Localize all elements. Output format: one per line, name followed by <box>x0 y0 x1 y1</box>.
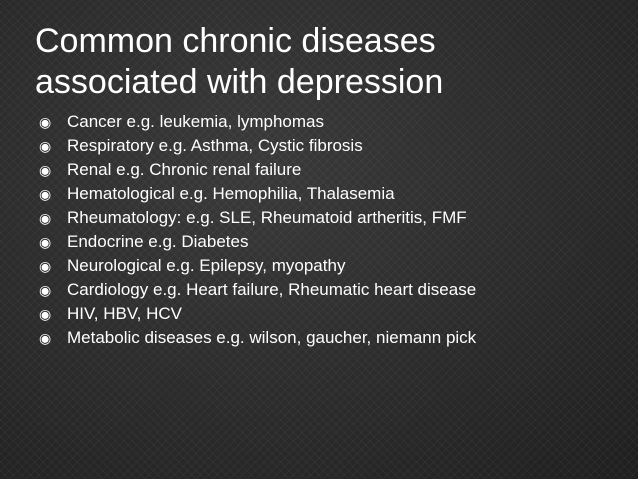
bullet-icon: ◉ <box>39 138 52 154</box>
list-item <box>39 210 584 226</box>
bullet-icon: ◉ <box>39 258 52 274</box>
slide-title-line-2: associated with depression <box>35 63 444 101</box>
list-item <box>39 330 584 346</box>
list-item <box>39 186 584 202</box>
list-item-text: Cardiology e.g. Heart failure, Rheumatic heart disease <box>67 280 477 299</box>
bullet-icon: ◉ <box>39 330 52 346</box>
bullet-icon: ◉ <box>39 210 52 226</box>
bullet-icon: ◉ <box>39 282 52 298</box>
list-item-text: Hematological e.g. Hemophilia, Thalasemia <box>67 184 395 203</box>
list-item-text: Neurological e.g. Epilepsy, myopathy <box>67 256 346 275</box>
list-item-text: Endocrine e.g. Diabetes <box>67 232 249 251</box>
list-item <box>39 138 584 154</box>
bullet-list <box>39 114 584 354</box>
bullet-icon: ◉ <box>39 162 52 178</box>
list-item-text: Cancer e.g. leukemia, lymphomas <box>67 112 325 131</box>
bullet-icon: ◉ <box>39 234 52 250</box>
list-item <box>39 162 584 178</box>
bullet-icon: ◉ <box>39 186 52 202</box>
list-item-text: Metabolic diseases e.g. wilson, gaucher, niemann pick <box>67 328 477 347</box>
list-item <box>39 114 584 130</box>
list-item-text: Respiratory e.g. Asthma, Cystic fibrosis <box>67 136 363 155</box>
list-item-text: HIV, HBV, HCV <box>67 304 182 323</box>
bullet-icon: ◉ <box>39 306 52 322</box>
list-item <box>39 258 584 274</box>
list-item <box>39 234 584 250</box>
list-item <box>39 282 584 298</box>
slide-title-line-1: Common chronic diseases <box>35 22 436 60</box>
slide-title <box>35 21 615 103</box>
list-item <box>39 306 584 322</box>
bullet-icon: ◉ <box>39 114 52 130</box>
list-item-text: Rheumatology: e.g. SLE, Rheumatoid artheritis, FMF <box>67 208 467 227</box>
list-item-text: Renal e.g. Chronic renal failure <box>67 160 302 179</box>
